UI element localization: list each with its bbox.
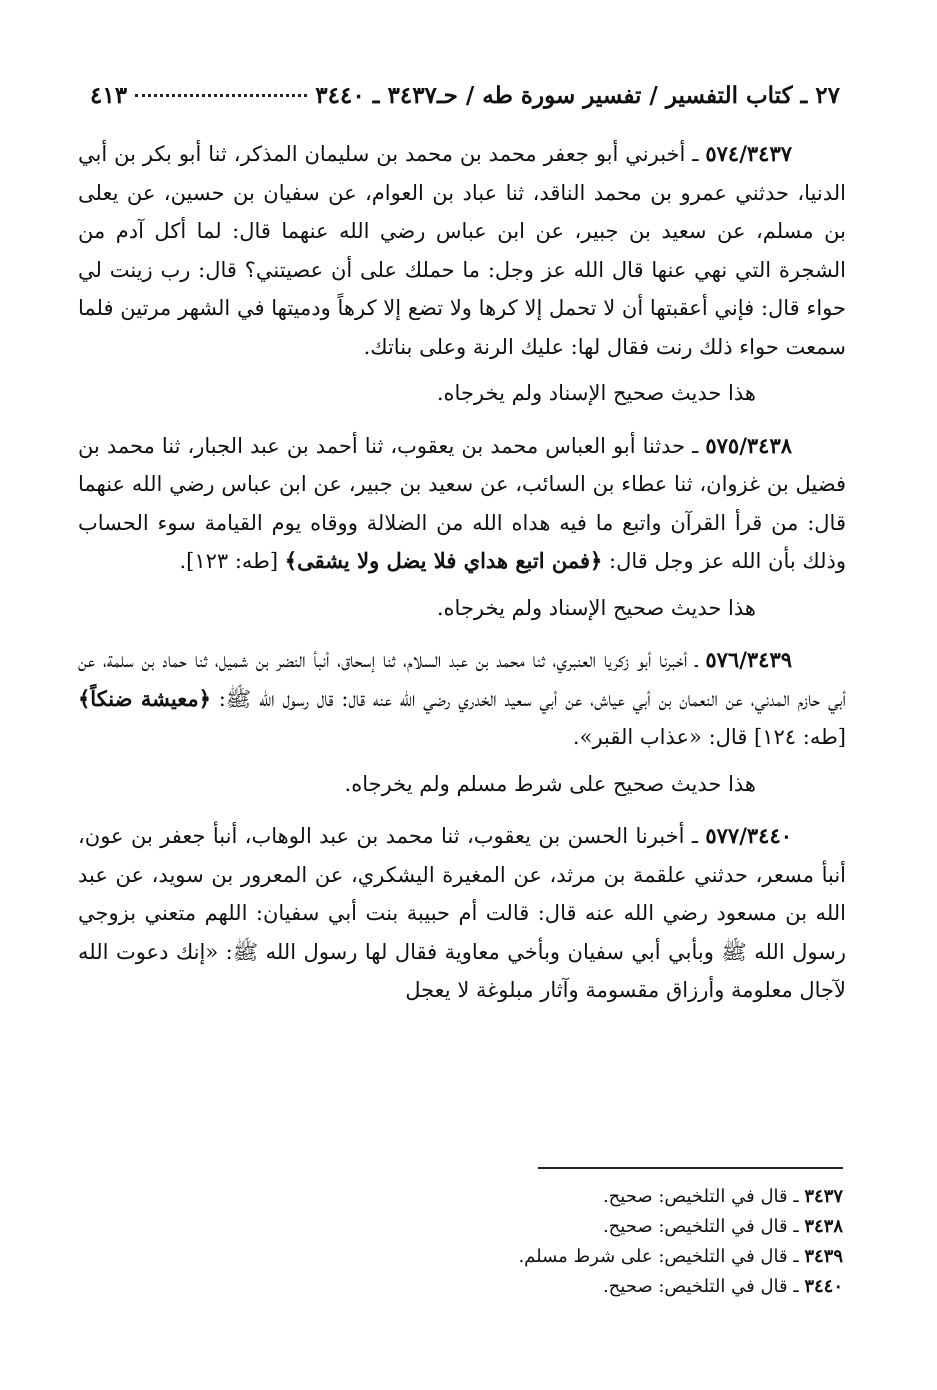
footnote-number: ٣٤٣٧ xyxy=(804,1186,843,1207)
footnote-text: ـ قال في التلخيص: صحيح. xyxy=(602,1276,805,1297)
hadith-text: ـ أخبرني أبو جعفر محمد بن محمد بن سليمان المذكر، ثنا أبو بكر بن أبي الدنيا، حدثني عمرو بن محمد الناقد، ثنا عباد بن العوام، عن سفيان بن حسين، عن يعلى بن مسلم، عن سعيد بن جبير، عن ابن عباس رضي الله عنهما قال: لما أكل آدم من الشجرة التي نهي عنها قال الله عز وجل: ما حملك على أن عصيتني؟ قال: رب زينت لي حواء قال: فإني أعقبتها أن لا تحمل إلا كرها ولا تضع إلا كرهاً ودميتها في الشهر مرتين فلما سمعت حواء ذلك رنت فقال لها: عليك الرنة وعلى بناتك. xyxy=(78,142,846,359)
running-header xyxy=(90,82,840,122)
footnote-divider xyxy=(538,1167,843,1169)
hadith-entry-3437 xyxy=(78,135,846,366)
hadith-number: ٥٧٤/٣٤٣٧ xyxy=(705,141,792,166)
footnote-item xyxy=(300,1242,843,1272)
main-text xyxy=(78,135,846,1010)
header-dot-leader xyxy=(135,94,307,97)
hadith-verdict: هذا حديث صحيح على شرط مسلم ولم يخرجاه. xyxy=(344,771,756,796)
footnotes xyxy=(300,1182,843,1302)
footnote-item xyxy=(300,1272,843,1302)
footnote-text: ـ قال في التلخيص: صحيح. xyxy=(602,1216,805,1237)
quran-reference: [طه: ١٢٣]. xyxy=(179,549,285,573)
footnote-number: ٣٤٤٠ xyxy=(804,1276,843,1297)
quran-quote: ﴿فمن اتبع هداي فلا يضل ولا يشقى﴾ xyxy=(284,548,603,573)
hadith-text: ـ حدثنا أبو العباس محمد بن يعقوب، ثنا أحمد بن عبد الجبار، ثنا محمد بن فضيل بن غزوان، ثنا عطاء بن السائب، عن سعيد بن جبير، عن ابن عباس رضي الله عنهما قال: من قرأ القرآن واتبع ما فيه هداه الله من الضلالة ووقاه يوم القيامة سوء الحساب وذلك بأن الله عز وجل قال: xyxy=(78,433,846,573)
footnote-number: ٣٤٣٩ xyxy=(804,1246,843,1267)
footnote-number: ٣٤٣٨ xyxy=(804,1216,843,1237)
quran-quote: ﴿معيشة ضنكاً﴾ xyxy=(78,685,211,711)
hadith-entry-3439 xyxy=(78,641,846,757)
hadith-text: ـ أخبرنا أبو زكريا العنبري، ثنا محمد بن عبد السلام، ثنا إسحاق، أنبأ النضر بن شميل، ثنا حماد بن سلمة، عن أبي حازم المدني، عن النعمان بن أبي عياش، عن أبي سعيد الخدري رضي الله عنه قال: قال رسول الله ﷺ: xyxy=(78,648,846,711)
footnote-text: ـ قال في التلخيص: صحيح. xyxy=(602,1186,805,1207)
footnote-text: ـ قال في التلخيص: على شرط مسلم. xyxy=(518,1246,805,1267)
footnote-item xyxy=(300,1212,843,1242)
hadith-number: ٥٧٦/٣٤٣٩ xyxy=(705,647,792,672)
hadith-verdict: هذا حديث صحيح الإسناد ولم يخرجاه. xyxy=(436,381,756,405)
hadith-text: ـ أخبرنا الحسن بن يعقوب، ثنا محمد بن عبد الوهاب، أنبأ جعفر بن عون، أنبأ مسعر، حدثني علقمة بن مرثد، عن المغيرة اليشكري، عن المعرور بن سويد، عن عبد الله بن مسعود رضي الله عنه قال: قالت أم حبيبة بنت أبي سفيان: اللهم متعني بزوجي رسول الله ﷺ وبأبي أبي سفيان وبأخي معاوية فقال لها رسول الله ﷺ: «إنك دعوت الله لآجال معلومة وأرزاق مقسومة وآثار مبلوغة لا يعجل xyxy=(78,824,846,1002)
hadith-number: ٥٧٧/٣٤٤٠ xyxy=(705,823,792,848)
hadith-entry-3438 xyxy=(78,427,846,581)
header-title: ٢٧ ـ كتاب التفسير / تفسير سورة طه / حـ٣٤٣٧ ـ ٣٤٤٠ xyxy=(315,82,840,109)
hadith-entry-3440 xyxy=(78,817,846,1010)
footnote-item xyxy=(300,1182,843,1212)
hadith-verdict: هذا حديث صحيح الإسناد ولم يخرجاه. xyxy=(436,595,756,620)
hadith-number: ٥٧٥/٣٤٣٨ xyxy=(705,432,792,458)
page-number: ٤١٣ xyxy=(90,82,128,109)
quran-reference: [طه: ١٢٤] قال: «عذاب القبر». xyxy=(572,725,846,749)
